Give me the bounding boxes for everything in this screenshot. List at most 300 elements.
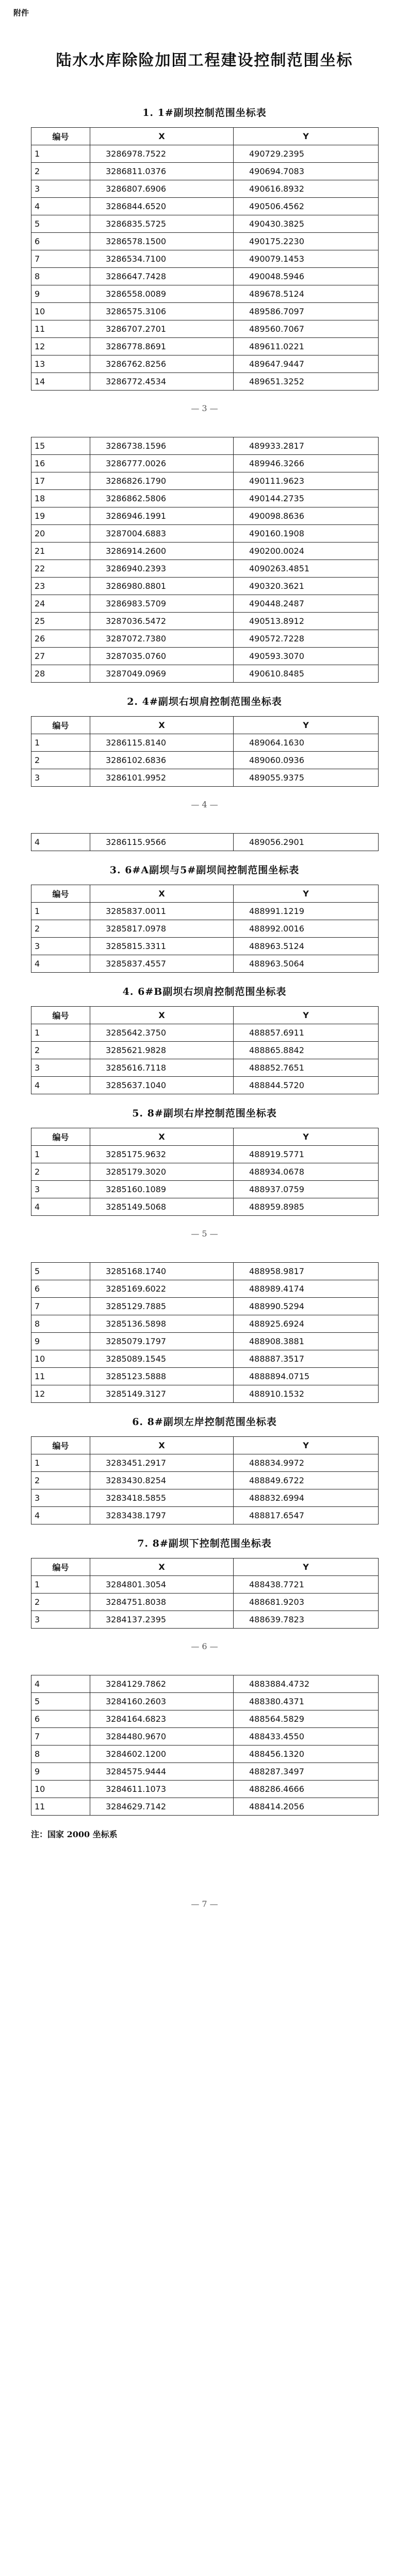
y-coordinate: 488287.3497 xyxy=(234,1763,379,1781)
point-number: 8 xyxy=(31,1745,90,1763)
x-coordinate: 3285149.3127 xyxy=(90,1385,234,1403)
point-number: 12 xyxy=(31,1385,90,1403)
y-coordinate: 490160.1908 xyxy=(234,525,379,543)
table-row xyxy=(31,1350,379,1368)
table-row xyxy=(31,1024,379,1042)
header-x: X xyxy=(90,1007,234,1024)
x-coordinate: 3285136.5898 xyxy=(90,1315,234,1333)
table-row xyxy=(31,578,379,595)
x-coordinate: 3286115.9566 xyxy=(90,834,234,851)
y-coordinate: 490616.8932 xyxy=(234,180,379,198)
table-row xyxy=(31,1781,379,1798)
y-coordinate: 489060.0936 xyxy=(234,752,379,769)
x-coordinate: 3286826.1790 xyxy=(90,472,234,490)
table-row xyxy=(31,920,379,938)
point-number: 4 xyxy=(31,1675,90,1693)
point-number: 23 xyxy=(31,578,90,595)
table-row xyxy=(31,285,379,303)
section-title-1: 1. 1#副坝控制范围坐标表 xyxy=(142,107,267,118)
x-coordinate: 3286862.5806 xyxy=(90,490,234,507)
attachment-label: 附件 xyxy=(13,8,29,18)
y-coordinate: 488991.1219 xyxy=(234,903,379,920)
point-number: 12 xyxy=(31,338,90,355)
header-number: 编号 xyxy=(31,128,90,145)
table-row xyxy=(31,938,379,955)
x-coordinate: 3286707.2701 xyxy=(90,320,234,338)
point-number: 13 xyxy=(31,355,90,373)
y-coordinate: 490506.4562 xyxy=(234,198,379,215)
table-row xyxy=(31,1594,379,1611)
y-coordinate: 488910.1532 xyxy=(234,1385,379,1403)
page-number: — 5 — xyxy=(191,1229,218,1239)
header-y: Y xyxy=(234,1437,379,1454)
table-row xyxy=(31,1507,379,1524)
y-coordinate: 490448.2487 xyxy=(234,595,379,613)
table-row xyxy=(31,490,379,507)
x-coordinate: 3286777.0026 xyxy=(90,455,234,472)
point-number: 2 xyxy=(31,752,90,769)
table-row xyxy=(31,1472,379,1489)
y-coordinate: 489586.7097 xyxy=(234,303,379,320)
table-row xyxy=(31,1763,379,1781)
section-title-6: 6. 8#副坝左岸控制范围坐标表 xyxy=(132,1416,277,1428)
x-coordinate: 3284751.8038 xyxy=(90,1594,234,1611)
y-coordinate: 488925.6924 xyxy=(234,1315,379,1333)
y-coordinate: 489611.0221 xyxy=(234,338,379,355)
header-y: Y xyxy=(234,1007,379,1024)
x-coordinate: 3286115.8140 xyxy=(90,734,234,752)
table-row xyxy=(31,507,379,525)
y-coordinate: 4888894.0715 xyxy=(234,1368,379,1385)
point-number: 10 xyxy=(31,1350,90,1368)
header-number: 编号 xyxy=(31,885,90,903)
table-header-row xyxy=(31,1128,379,1146)
table-header-row xyxy=(31,1558,379,1576)
y-coordinate: 490200.0024 xyxy=(234,543,379,560)
y-coordinate: 488989.4174 xyxy=(234,1280,379,1298)
x-coordinate: 3286978.7522 xyxy=(90,145,234,163)
x-coordinate: 3284129.7862 xyxy=(90,1675,234,1693)
table-row xyxy=(31,734,379,752)
table-row xyxy=(31,373,379,391)
y-coordinate: 488908.3881 xyxy=(234,1333,379,1350)
table-row xyxy=(31,338,379,355)
point-number: 1 xyxy=(31,1454,90,1472)
x-coordinate: 3285168.1740 xyxy=(90,1263,234,1280)
point-number: 8 xyxy=(31,268,90,285)
x-coordinate: 3285621.9828 xyxy=(90,1042,234,1059)
table-row xyxy=(31,665,379,683)
coordinate-table-6 xyxy=(31,1436,379,1524)
table-row xyxy=(31,595,379,613)
x-coordinate: 3284160.2603 xyxy=(90,1693,234,1710)
table-row xyxy=(31,1798,379,1816)
x-coordinate: 3286778.8691 xyxy=(90,338,234,355)
x-coordinate: 3286983.5709 xyxy=(90,595,234,613)
y-coordinate: 488564.5829 xyxy=(234,1710,379,1728)
y-coordinate: 4090263.4851 xyxy=(234,560,379,578)
point-number: 2 xyxy=(31,163,90,180)
table-row xyxy=(31,1298,379,1315)
x-coordinate: 3284137.2395 xyxy=(90,1611,234,1629)
point-number: 9 xyxy=(31,285,90,303)
table-row xyxy=(31,1454,379,1472)
point-number: 1 xyxy=(31,1024,90,1042)
section-title-2: 2. 4#副坝右坝肩控制范围坐标表 xyxy=(127,696,282,707)
y-coordinate: 488834.9972 xyxy=(234,1454,379,1472)
y-coordinate: 488832.6994 xyxy=(234,1489,379,1507)
x-coordinate: 3286558.0089 xyxy=(90,285,234,303)
y-coordinate: 490111.9623 xyxy=(234,472,379,490)
y-coordinate: 490694.7083 xyxy=(234,163,379,180)
coordinate-table-7b xyxy=(31,1675,379,1816)
x-coordinate: 3286534.7100 xyxy=(90,250,234,268)
point-number: 2 xyxy=(31,1042,90,1059)
table-row xyxy=(31,1368,379,1385)
document-title: 陆水水库除险加固工程建设控制范围坐标 xyxy=(56,52,353,70)
y-coordinate: 488456.1320 xyxy=(234,1745,379,1763)
point-number: 22 xyxy=(31,560,90,578)
y-coordinate: 489933.2817 xyxy=(234,437,379,455)
y-coordinate: 490098.8636 xyxy=(234,507,379,525)
x-coordinate: 3286946.1991 xyxy=(90,507,234,525)
table-row xyxy=(31,215,379,233)
coordinate-table-4 xyxy=(31,1006,379,1094)
point-number: 27 xyxy=(31,648,90,665)
point-number: 10 xyxy=(31,1781,90,1798)
table-row xyxy=(31,1693,379,1710)
table-row xyxy=(31,303,379,320)
x-coordinate: 3286914.2600 xyxy=(90,543,234,560)
page-number: — 4 — xyxy=(191,800,218,809)
point-number: 25 xyxy=(31,613,90,630)
point-number: 1 xyxy=(31,1576,90,1594)
x-coordinate: 3285837.4557 xyxy=(90,955,234,973)
coordinate-table-2a xyxy=(31,716,379,787)
point-number: 1 xyxy=(31,145,90,163)
point-number: 26 xyxy=(31,630,90,648)
x-coordinate: 3283430.8254 xyxy=(90,1472,234,1489)
y-coordinate: 488849.6722 xyxy=(234,1472,379,1489)
table-row xyxy=(31,543,379,560)
y-coordinate: 490610.8485 xyxy=(234,665,379,683)
point-number: 6 xyxy=(31,1280,90,1298)
point-number: 9 xyxy=(31,1763,90,1781)
x-coordinate: 3284480.9670 xyxy=(90,1728,234,1745)
point-number: 5 xyxy=(31,215,90,233)
y-coordinate: 490048.5946 xyxy=(234,268,379,285)
header-y: Y xyxy=(234,717,379,734)
table-row xyxy=(31,1181,379,1198)
y-coordinate: 488990.5294 xyxy=(234,1298,379,1315)
table-row xyxy=(31,1077,379,1094)
x-coordinate: 3285616.7118 xyxy=(90,1059,234,1077)
table-row xyxy=(31,1675,379,1693)
x-coordinate: 3287035.0760 xyxy=(90,648,234,665)
table-row xyxy=(31,1059,379,1077)
x-coordinate: 3285179.3020 xyxy=(90,1163,234,1181)
table-row xyxy=(31,1385,379,1403)
table-row xyxy=(31,455,379,472)
point-number: 2 xyxy=(31,920,90,938)
x-coordinate: 3286575.3106 xyxy=(90,303,234,320)
table-row xyxy=(31,233,379,250)
table-row xyxy=(31,648,379,665)
x-coordinate: 3285079.1797 xyxy=(90,1333,234,1350)
point-number: 11 xyxy=(31,1368,90,1385)
y-coordinate: 488963.5124 xyxy=(234,938,379,955)
table-row xyxy=(31,752,379,769)
table-row xyxy=(31,1263,379,1280)
y-coordinate: 489651.3252 xyxy=(234,373,379,391)
x-coordinate: 3286578.1500 xyxy=(90,233,234,250)
x-coordinate: 3287004.6883 xyxy=(90,525,234,543)
x-coordinate: 3285817.0978 xyxy=(90,920,234,938)
header-number: 编号 xyxy=(31,1128,90,1146)
table-row xyxy=(31,320,379,338)
point-number: 5 xyxy=(31,1693,90,1710)
header-x: X xyxy=(90,1558,234,1576)
point-number: 10 xyxy=(31,303,90,320)
y-coordinate: 489064.1630 xyxy=(234,734,379,752)
y-coordinate: 490572.7228 xyxy=(234,630,379,648)
table-header-row xyxy=(31,885,379,903)
table-row xyxy=(31,1146,379,1163)
point-number: 18 xyxy=(31,490,90,507)
table-row xyxy=(31,1042,379,1059)
y-coordinate: 488380.4371 xyxy=(234,1693,379,1710)
page-number: — 3 — xyxy=(191,403,218,413)
y-coordinate: 490144.2735 xyxy=(234,490,379,507)
table-row xyxy=(31,355,379,373)
x-coordinate: 3286762.8256 xyxy=(90,355,234,373)
header-number: 编号 xyxy=(31,717,90,734)
table-row xyxy=(31,769,379,787)
point-number: 5 xyxy=(31,1263,90,1280)
header-number: 编号 xyxy=(31,1558,90,1576)
point-number: 21 xyxy=(31,543,90,560)
table-row xyxy=(31,250,379,268)
table-row xyxy=(31,1489,379,1507)
x-coordinate: 3283418.5855 xyxy=(90,1489,234,1507)
x-coordinate: 3285089.1545 xyxy=(90,1350,234,1368)
coordinate-table-3 xyxy=(31,885,379,973)
coordinate-table-2b xyxy=(31,833,379,851)
x-coordinate: 3285169.6022 xyxy=(90,1280,234,1298)
table-row xyxy=(31,1333,379,1350)
point-number: 3 xyxy=(31,180,90,198)
section-title-5: 5. 8#副坝右岸控制范围坐标表 xyxy=(132,1108,277,1119)
x-coordinate: 3285123.5888 xyxy=(90,1368,234,1385)
table-row xyxy=(31,472,379,490)
table-row xyxy=(31,1728,379,1745)
x-coordinate: 3285815.3311 xyxy=(90,938,234,955)
y-coordinate: 488852.7651 xyxy=(234,1059,379,1077)
x-coordinate: 3286738.1596 xyxy=(90,437,234,455)
table-row xyxy=(31,145,379,163)
section-title-4: 4. 6#B副坝右坝肩控制范围坐标表 xyxy=(122,986,287,997)
table-header-row xyxy=(31,1437,379,1454)
point-number: 7 xyxy=(31,250,90,268)
y-coordinate: 488817.6547 xyxy=(234,1507,379,1524)
x-coordinate: 3287036.5472 xyxy=(90,613,234,630)
y-coordinate: 488438.7721 xyxy=(234,1576,379,1594)
point-number: 8 xyxy=(31,1315,90,1333)
y-coordinate: 488887.3517 xyxy=(234,1350,379,1368)
x-coordinate: 3283451.2917 xyxy=(90,1454,234,1472)
point-number: 7 xyxy=(31,1298,90,1315)
table-row xyxy=(31,1576,379,1594)
point-number: 1 xyxy=(31,1146,90,1163)
y-coordinate: 488963.5064 xyxy=(234,955,379,973)
point-number: 20 xyxy=(31,525,90,543)
header-x: X xyxy=(90,1437,234,1454)
x-coordinate: 3285175.9632 xyxy=(90,1146,234,1163)
table-row xyxy=(31,630,379,648)
y-coordinate: 488639.7823 xyxy=(234,1611,379,1629)
y-coordinate: 488857.6911 xyxy=(234,1024,379,1042)
y-coordinate: 489647.9447 xyxy=(234,355,379,373)
point-number: 9 xyxy=(31,1333,90,1350)
point-number: 11 xyxy=(31,320,90,338)
point-number: 24 xyxy=(31,595,90,613)
header-x: X xyxy=(90,128,234,145)
y-coordinate: 489560.7067 xyxy=(234,320,379,338)
y-coordinate: 488844.5720 xyxy=(234,1077,379,1094)
y-coordinate: 488958.9817 xyxy=(234,1263,379,1280)
x-coordinate: 3286844.6520 xyxy=(90,198,234,215)
table-row xyxy=(31,955,379,973)
x-coordinate: 3284801.3054 xyxy=(90,1576,234,1594)
x-coordinate: 3286835.5725 xyxy=(90,215,234,233)
header-number: 编号 xyxy=(31,1007,90,1024)
table-row xyxy=(31,1198,379,1216)
table-row xyxy=(31,163,379,180)
point-number: 3 xyxy=(31,1181,90,1198)
x-coordinate: 3285637.1040 xyxy=(90,1077,234,1094)
header-x: X xyxy=(90,1128,234,1146)
point-number: 6 xyxy=(31,233,90,250)
x-coordinate: 3283438.1797 xyxy=(90,1507,234,1524)
point-number: 4 xyxy=(31,1507,90,1524)
table-row xyxy=(31,1611,379,1629)
x-coordinate: 3285149.5068 xyxy=(90,1198,234,1216)
coordinate-table-1b xyxy=(31,437,379,683)
table-row xyxy=(31,560,379,578)
y-coordinate: 489055.9375 xyxy=(234,769,379,787)
point-number: 7 xyxy=(31,1728,90,1745)
point-number: 16 xyxy=(31,455,90,472)
y-coordinate: 489056.2901 xyxy=(234,834,379,851)
x-coordinate: 3286102.6836 xyxy=(90,752,234,769)
point-number: 2 xyxy=(31,1472,90,1489)
header-x: X xyxy=(90,717,234,734)
y-coordinate: 488919.5771 xyxy=(234,1146,379,1163)
table-row xyxy=(31,903,379,920)
page-number: — 6 — xyxy=(191,1641,218,1651)
y-coordinate: 489946.3266 xyxy=(234,455,379,472)
point-number: 4 xyxy=(31,834,90,851)
x-coordinate: 3285129.7885 xyxy=(90,1298,234,1315)
y-coordinate: 490513.8912 xyxy=(234,613,379,630)
table-row xyxy=(31,180,379,198)
coordinate-system-note: 注：国家 2000 坐标系 xyxy=(31,1829,118,1839)
point-number: 4 xyxy=(31,198,90,215)
point-number: 4 xyxy=(31,1077,90,1094)
header-y: Y xyxy=(234,885,379,903)
point-number: 11 xyxy=(31,1798,90,1816)
coordinate-table-5b xyxy=(31,1262,379,1403)
x-coordinate: 3286980.8801 xyxy=(90,578,234,595)
y-coordinate: 488959.8985 xyxy=(234,1198,379,1216)
point-number: 14 xyxy=(31,373,90,391)
header-x: X xyxy=(90,885,234,903)
point-number: 2 xyxy=(31,1163,90,1181)
table-row xyxy=(31,613,379,630)
y-coordinate: 489678.5124 xyxy=(234,285,379,303)
point-number: 15 xyxy=(31,437,90,455)
y-coordinate: 490430.3825 xyxy=(234,215,379,233)
section-title-3: 3. 6#A副坝与5#副坝间控制范围坐标表 xyxy=(109,865,300,876)
x-coordinate: 3284602.1200 xyxy=(90,1745,234,1763)
point-number: 2 xyxy=(31,1594,90,1611)
point-number: 4 xyxy=(31,1198,90,1216)
header-number: 编号 xyxy=(31,1437,90,1454)
table-row xyxy=(31,437,379,455)
header-y: Y xyxy=(234,128,379,145)
y-coordinate: 488681.9203 xyxy=(234,1594,379,1611)
table-row xyxy=(31,834,379,851)
y-coordinate: 490593.3070 xyxy=(234,648,379,665)
x-coordinate: 3284611.1073 xyxy=(90,1781,234,1798)
point-number: 6 xyxy=(31,1710,90,1728)
x-coordinate: 3286807.6906 xyxy=(90,180,234,198)
x-coordinate: 3285837.0011 xyxy=(90,903,234,920)
point-number: 3 xyxy=(31,1611,90,1629)
x-coordinate: 3284164.6823 xyxy=(90,1710,234,1728)
table-row xyxy=(31,1315,379,1333)
header-y: Y xyxy=(234,1128,379,1146)
table-header-row xyxy=(31,1007,379,1024)
header-y: Y xyxy=(234,1558,379,1576)
point-number: 17 xyxy=(31,472,90,490)
x-coordinate: 3286101.9952 xyxy=(90,769,234,787)
x-coordinate: 3285642.3750 xyxy=(90,1024,234,1042)
y-coordinate: 4883884.4732 xyxy=(234,1675,379,1693)
point-number: 19 xyxy=(31,507,90,525)
y-coordinate: 488992.0016 xyxy=(234,920,379,938)
table-row xyxy=(31,1745,379,1763)
section-title-7: 7. 8#副坝下控制范围坐标表 xyxy=(137,1538,272,1549)
coordinate-table-5a xyxy=(31,1128,379,1216)
y-coordinate: 490175.2230 xyxy=(234,233,379,250)
table-row xyxy=(31,1163,379,1181)
x-coordinate: 3286811.0376 xyxy=(90,163,234,180)
point-number: 1 xyxy=(31,903,90,920)
y-coordinate: 488865.8842 xyxy=(234,1042,379,1059)
x-coordinate: 3285160.1089 xyxy=(90,1181,234,1198)
table-row xyxy=(31,1710,379,1728)
x-coordinate: 3287049.0969 xyxy=(90,665,234,683)
point-number: 3 xyxy=(31,1059,90,1077)
point-number: 1 xyxy=(31,734,90,752)
coordinate-table-7a xyxy=(31,1558,379,1629)
point-number: 3 xyxy=(31,769,90,787)
table-header-row xyxy=(31,717,379,734)
point-number: 3 xyxy=(31,1489,90,1507)
table-row xyxy=(31,1280,379,1298)
table-row xyxy=(31,268,379,285)
